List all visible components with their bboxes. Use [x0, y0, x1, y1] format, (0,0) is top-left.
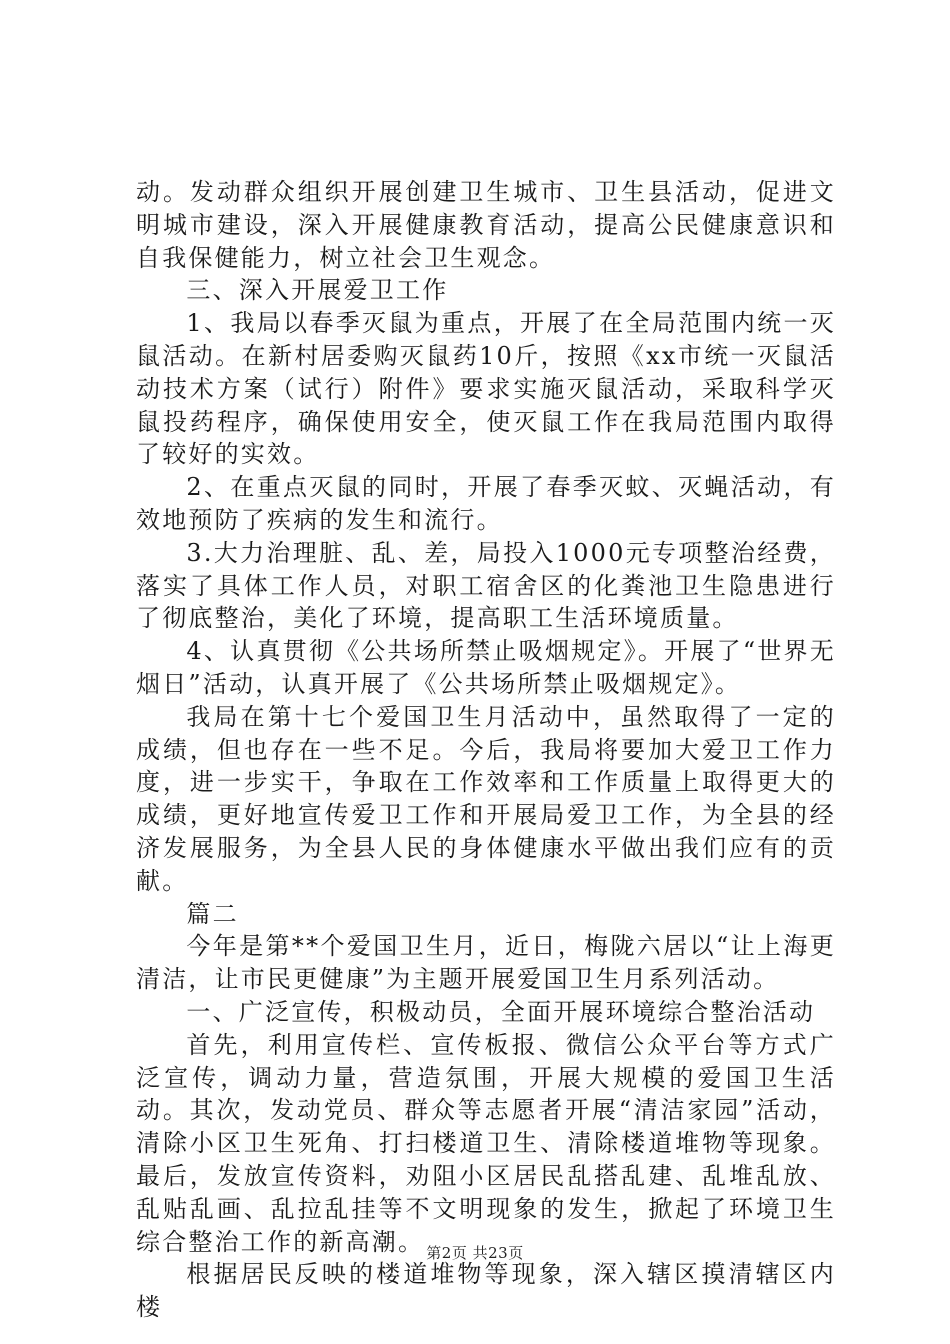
paragraph-trailing: 根据居民反映的楼道堆物等现象，深入辖区摸清辖区内楼	[136, 1260, 836, 1322]
paragraph-intro: 今年是第**个爱国卫生月，近日，梅陇六居以“让上海更清洁，让市民更健康”为主题开展爱国卫生月系列活动。	[136, 932, 836, 994]
section-heading-3: 三、深入开展爱卫工作	[186, 276, 449, 305]
page-number-footer: 第2页 共23页	[426, 1244, 524, 1262]
paragraph-summary: 我局在第十七个爱国卫生月活动中，虽然取得了一定的成绩，但也存在一些不足。今后，我局将要加大爱卫工作力度，进一步实干，争取在工作效率和工作质量上取得更大的成绩，更好地宣传爱卫工作和开展局爱卫工作，为全县的经济发展服务，为全县人民的身体健康水平做出我们应有的贡献。	[136, 702, 836, 895]
section-heading-1: 一、广泛宣传，积极动员，全面开展环境综合整治活动	[186, 997, 816, 1026]
paragraph-continuation: 动。发动群众组织开展创建卫生城市、卫生县活动，促进文明城市建设，深入开展健康教育活动，提高公民健康意识和自我保健能力，树立社会卫生观念。	[136, 178, 836, 272]
document-body	[136, 176, 836, 1324]
article-heading-part-two: 篇二	[186, 899, 239, 928]
paragraph-item-3: 3.大力治理脏、乱、差，局投入1000元专项整治经费，落实了具体工作人员，对职工宿舍区的化粪池卫生隐患进行了彻底整治，美化了环境，提高职工生活环境质量。	[136, 538, 836, 633]
paragraph-item-2: 2、在重点灭鼠的同时，开展了春季灭蚊、灭蝇活动，有效地预防了疾病的发生和流行。	[136, 473, 836, 534]
paragraph-item-1: 1、我局以春季灭鼠为重点，开展了在全局范围内统一灭鼠活动。在新村居委购灭鼠药10斤，按照《xx市统一灭鼠活动技术方案（试行）附件》要求实施灭鼠活动，采取科学灭鼠投药程序，确保使用安全，使灭鼠工作在我局范围内取得了较好的实效。	[136, 309, 836, 469]
paragraph-item-4: 4、认真贯彻《公共场所禁止吸烟规定》。开展了“世界无烟日”活动，认真开展了《公共场所禁止吸烟规定》。	[136, 637, 836, 698]
paragraph-campaign: 首先，利用宣传栏、宣传板报、微信公众平台等方式广泛宣传，调动力量，营造氛围，开展大规模的爱国卫生活动。其次，发动党员、群众等志愿者开展“清洁家园”活动，清除小区卫生死角、打扫楼道卫生、清除楼道堆物等现象。最后，发放宣传资料，劝阻小区居民乱搭乱建、乱堆乱放、乱贴乱画、乱拉乱挂等不文明现象的发生，掀起了环境卫生综合整治工作的新高潮。	[136, 1030, 836, 1256]
